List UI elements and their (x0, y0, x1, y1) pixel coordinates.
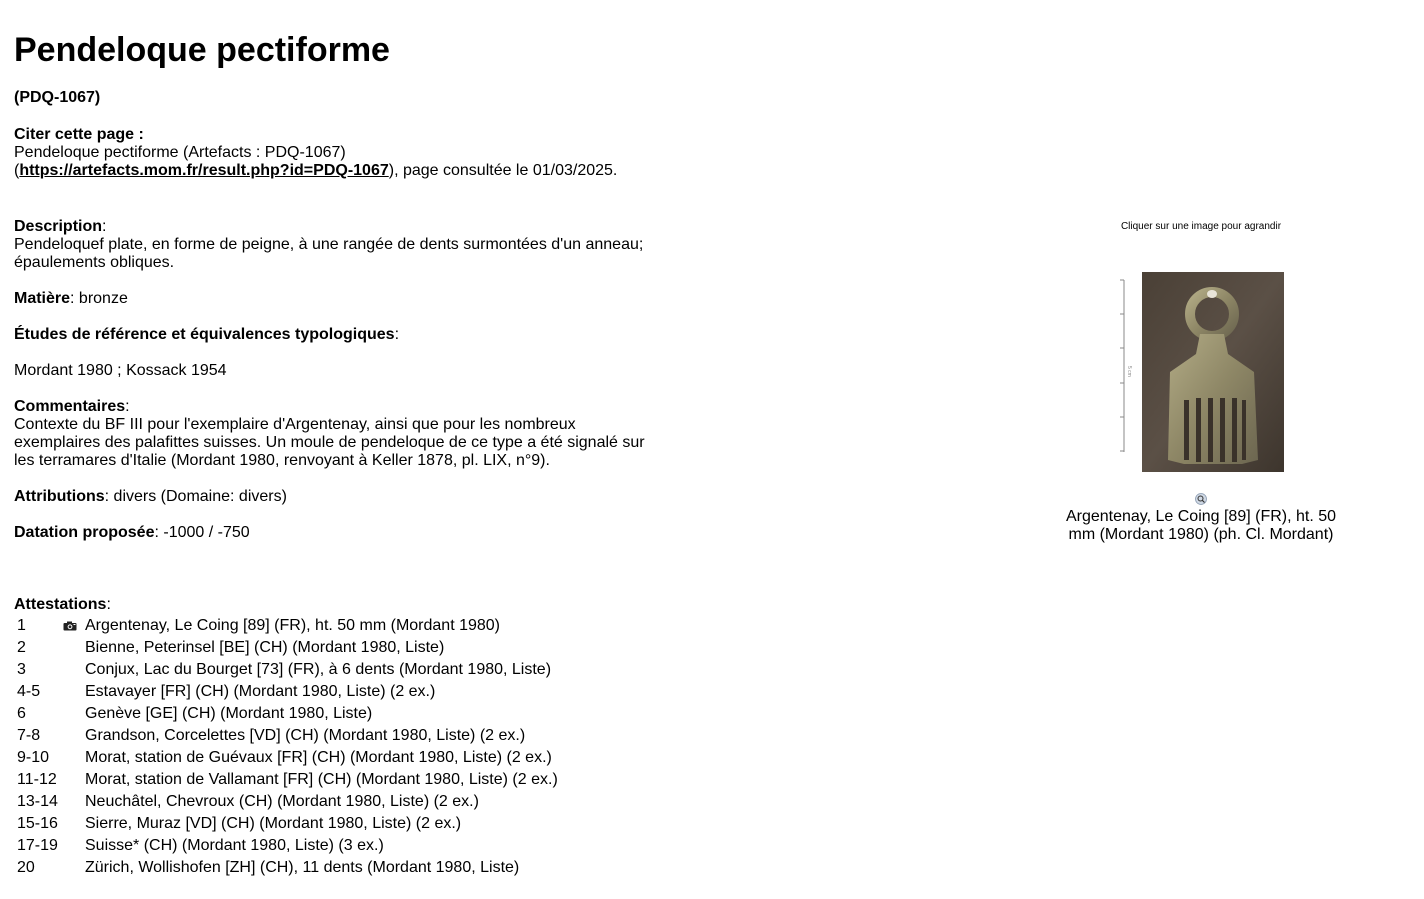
citation-line2 (14, 162, 694, 180)
attestation-row (14, 725, 558, 747)
attestation-number: 7-8 (17, 727, 41, 744)
description-label: Description (14, 218, 103, 235)
citation-label: Citer cette page : (14, 126, 144, 143)
attestation-icon-cell (63, 769, 85, 791)
etudes-label: Études de référence et équivalences typologiques (14, 326, 395, 343)
attestation-text: Argentenay, Le Coing [89] (FR), ht. 50 mm (Mordant 1980) (85, 617, 501, 634)
attestation-row (14, 857, 558, 879)
photo-wrap (1060, 272, 1342, 492)
attestation-icon-cell (63, 725, 85, 747)
enlarge-hint: Cliquer sur une image pour agrandir (1120, 221, 1282, 232)
description-section: Description: Pendeloquef plate, en forme de peigne, à une rangée de dents surmontées d'un anneau; épaulements obliques. (14, 218, 644, 271)
attestation-number: 4-5 (17, 683, 41, 700)
attestation-number: 3 (17, 661, 26, 678)
attestation-number: 9-10 (17, 749, 50, 766)
camera-icon[interactable] (63, 621, 77, 631)
citation-open-paren: ( (14, 162, 20, 179)
attestation-text: Conjux, Lac du Bourget [73] (FR), à 6 dents (Mordant 1980, Liste) (85, 661, 552, 678)
attestation-row (14, 681, 558, 703)
artefact-code: (PDQ-1067) (14, 89, 101, 106)
attestation-icon-cell (63, 747, 85, 769)
artefact-photo[interactable] (1142, 272, 1284, 472)
details-column (14, 218, 664, 560)
etudes-value: Mordant 1980 ; Kossack 1954 (14, 362, 227, 379)
attestation-text: Morat, station de Guévaux [FR] (CH) (Mordant 1980, Liste) (2 ex.) (85, 749, 552, 766)
attestation-icon-cell (63, 659, 85, 681)
attestation-icon-cell (63, 813, 85, 835)
attributions-section: Attributions: divers (Domaine: divers) (14, 488, 287, 505)
attestation-number: 2 (17, 639, 26, 656)
attestation-row (14, 835, 558, 857)
attestation-text: Bienne, Peterinsel [BE] (CH) (Mordant 1980, Liste) (85, 639, 445, 656)
attestation-number: 17-19 (17, 837, 58, 854)
attestation-icon-cell (63, 637, 85, 659)
scale-bar (1120, 280, 1130, 452)
attestation-text: Genève [GE] (CH) (Mordant 1980, Liste) (85, 705, 373, 722)
attestation-icon-cell (63, 857, 85, 879)
citation-block (14, 126, 694, 180)
attestations-heading: Attestations: (14, 596, 111, 613)
attestation-row (14, 637, 558, 659)
matiere-value: bronze (78, 290, 128, 307)
attestation-row (14, 747, 558, 769)
attestation-text: Sierre, Muraz [VD] (CH) (Mordant 1980, Liste) (2 ex.) (85, 815, 462, 832)
attributions-value: divers (Domaine: divers) (113, 488, 287, 505)
page-title: Pendeloque pectiforme (14, 31, 390, 69)
attestation-text: Zürich, Wollishofen [ZH] (CH), 11 dents (Mordant 1980, Liste) (85, 859, 520, 876)
attestation-text: Grandson, Corcelettes [VD] (CH) (Mordant 1980, Liste) (2 ex.) (85, 727, 526, 744)
attestation-text: Morat, station de Vallamant [FR] (CH) (Mordant 1980, Liste) (2 ex.) (85, 771, 558, 788)
zoom-icon[interactable] (1195, 493, 1207, 505)
attestation-text: Estavayer [FR] (CH) (Mordant 1980, Liste) (2 ex.) (85, 683, 436, 700)
attestation-number: 20 (17, 859, 35, 876)
attestations-table (14, 615, 558, 879)
attestation-icon-cell (63, 703, 85, 725)
attestation-row (14, 659, 558, 681)
commentaires-section: Commentaires: Contexte du BF III pour l'exemplaire d'Argentenay, ainsi que pour les nombreux exemplaires des palafittes suisses. Un moule de pendeloque de ce type a été signalé sur les terramares d'Italie (Mordant 1980, renvoyant à Keller 1878, pl. LIX, n°9). (14, 398, 645, 469)
attestation-row (14, 813, 558, 835)
citation-url-link[interactable]: https://artefacts.mom.fr/result.php?id=PDQ-1067 (19, 162, 389, 179)
matiere-label: Matière (14, 290, 71, 307)
attestation-row (14, 769, 558, 791)
attestation-text: Suisse* (CH) (Mordant 1980, Liste) (3 ex.) (85, 837, 384, 854)
attestation-number: 1 (17, 617, 26, 634)
datation-section: Datation proposée: -1000 / -750 (14, 524, 250, 541)
commentaires-text: Contexte du BF III pour l'exemplaire d'Argentenay, ainsi que pour les nombreux exemplaires des palafittes suisses. Un moule de pendeloque de ce type a été signalé sur les terramares d'Italie (Mordant 1980, renvoyant à Keller 1878, pl. LIX, n°9). (14, 416, 645, 469)
attestations-label: Attestations (14, 596, 107, 613)
attributions-label: Attributions (14, 488, 105, 505)
attestation-row (14, 791, 558, 813)
attestation-row (14, 703, 558, 725)
attestation-text: Neuchâtel, Chevroux (CH) (Mordant 1980, Liste) (2 ex.) (85, 793, 479, 810)
attestation-number: 11-12 (17, 771, 57, 788)
attestation-number: 15-16 (17, 815, 58, 832)
attestation-number: 13-14 (17, 793, 58, 810)
commentaires-label: Commentaires (14, 398, 126, 415)
matiere-section: Matière: bronze (14, 290, 128, 307)
etudes-section: Études de référence et équivalences typologiques: (14, 326, 400, 343)
attestation-icon-cell (63, 791, 85, 813)
datation-label: Datation proposée (14, 524, 155, 541)
photo-caption: Argentenay, Le Coing [89] (FR), ht. 50 mm (Mordant 1980) (ph. Cl. Mordant) (1065, 508, 1337, 543)
datation-value: -1000 / -750 (163, 524, 250, 541)
citation-line1: Pendeloque pectiforme (Artefacts : PDQ-1067) (14, 144, 346, 161)
attestation-icon-cell (63, 681, 85, 703)
citation-suffix: ), page consultée le 01/03/2025. (388, 162, 618, 179)
attestation-number: 6 (17, 705, 26, 722)
attestation-icon-cell (63, 835, 85, 857)
image-panel (1060, 218, 1342, 544)
description-text: Pendeloquef plate, en forme de peigne, à une rangée de dents surmontées d'un anneau; épaulements obliques. (14, 236, 644, 271)
attestation-icon-cell (63, 615, 85, 637)
attestation-row (14, 615, 558, 637)
scale-label: 5 cm (1126, 366, 1132, 377)
